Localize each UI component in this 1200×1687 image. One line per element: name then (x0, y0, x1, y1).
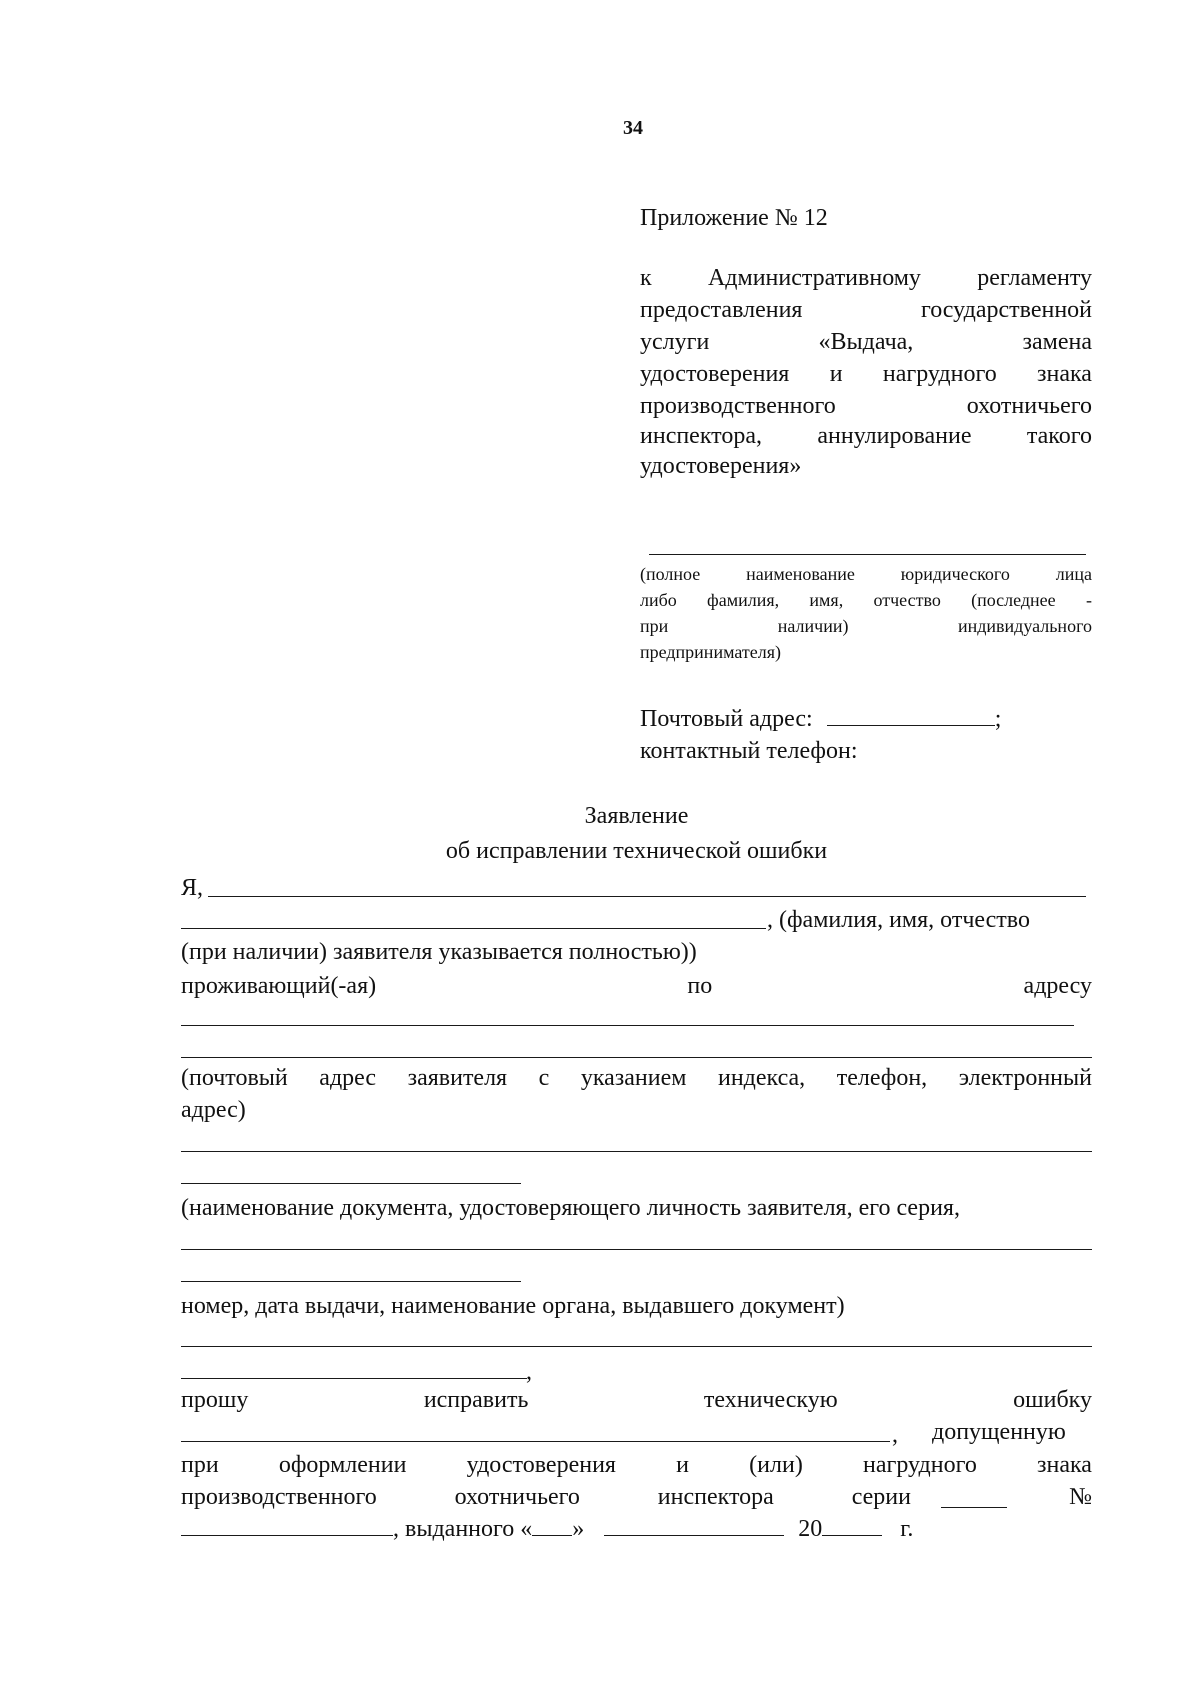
caption-word-2: наименование (746, 564, 855, 584)
resides-word-2: по (687, 973, 713, 999)
caption-word-2: наличии) (777, 616, 849, 636)
allowed-label: допущенную (932, 1419, 1066, 1445)
when-row (181, 1449, 1092, 1481)
fio-hint: , (фамилия, имя, отчество (767, 907, 1030, 933)
caption-line-2 (640, 588, 1092, 612)
recipient-name-line (649, 554, 1086, 555)
regulation-line-3 (640, 326, 1092, 358)
fio-hint-2: (при наличии) заявителя указывается полностью)) (181, 939, 697, 965)
series-word-1: производственного (181, 1484, 377, 1510)
year-suffix: г. (900, 1516, 914, 1542)
regulation-line-1 (640, 262, 1092, 294)
regulation-word-3: замена (1022, 329, 1092, 355)
contact-phone-label: контактный телефон: (640, 738, 858, 764)
address-line-3 (181, 1151, 1092, 1152)
when-word-6: нагрудного (863, 1452, 977, 1478)
caption-word-4: лица (1055, 564, 1092, 584)
document-line-1 (181, 1249, 1092, 1250)
regulation-word-2: охотничьего (966, 393, 1092, 419)
issued-label: , выданного « (393, 1516, 533, 1542)
regulation-word-3: такого (1026, 423, 1092, 449)
regulation-word-1: удостоверения (640, 361, 790, 387)
regulation-word-4: знака (1037, 361, 1092, 387)
applicant-name-line-2 (181, 928, 766, 929)
when-word-1: при (181, 1452, 219, 1478)
request-row (181, 1384, 1092, 1416)
address-line-4 (181, 1183, 521, 1184)
error-comma: , (892, 1422, 898, 1448)
regulation-line-5 (640, 390, 1092, 422)
when-word-3: удостоверения (466, 1452, 616, 1478)
document-hint-2: номер, дата выдачи, наименование органа, выдавшего документ) (181, 1293, 845, 1319)
recipient-caption-last: предпринимателя) (640, 642, 781, 662)
when-word-2: оформлении (278, 1452, 407, 1478)
number-field (181, 1515, 393, 1536)
statement-subtitle: об исправлении технической ошибки (445, 838, 828, 864)
request-word-4: ошибку (1013, 1387, 1092, 1413)
day-field (532, 1515, 572, 1536)
regulation-word-3: нагрудного (882, 361, 997, 387)
series-word-4: серии (851, 1484, 911, 1510)
series-word-2: охотничьего (454, 1484, 580, 1510)
address-hint-word-4: с (538, 1065, 550, 1091)
address-hint-word-3: заявителя (407, 1065, 508, 1091)
resides-word-1: проживающий(-ая) (181, 973, 377, 999)
resides-word-3: адресу (1023, 973, 1092, 999)
caption-word-3: имя, (809, 590, 844, 610)
address-hint-word-2: адрес (319, 1065, 377, 1091)
caption-word-4: отчество (873, 590, 941, 610)
regulation-last-line: удостоверения» (640, 453, 802, 479)
address-line-1 (181, 1025, 1074, 1026)
series-row (181, 1481, 1092, 1513)
caption-word-3: индивидуального (957, 616, 1092, 636)
regulation-word-2: аннулирование (817, 423, 972, 449)
when-word-4: и (676, 1452, 689, 1478)
when-word-7: знака (1037, 1452, 1092, 1478)
postal-address-end: ; (994, 706, 1002, 732)
error-description-line (181, 1441, 890, 1442)
page-number: 34 (623, 117, 643, 139)
document-hint: (наименование документа, удостоверяющего личность заявителя, его серия, (181, 1195, 960, 1221)
document-comma: , (526, 1359, 532, 1385)
address-hint-last: адрес) (181, 1097, 246, 1123)
caption-word-6: - (1085, 590, 1092, 610)
regulation-word-3: регламенту (977, 265, 1092, 291)
regulation-word-2: и (829, 361, 843, 387)
address-hint-word-8: электронный (958, 1065, 1092, 1091)
regulation-line-6 (640, 420, 1092, 452)
postal-address-row (640, 703, 1001, 735)
resides-row (181, 970, 1092, 1002)
address-hint-word-6: индекса, (717, 1065, 806, 1091)
number-sign: № (1069, 1484, 1092, 1510)
caption-word-1: при (640, 616, 669, 636)
month-field (604, 1515, 784, 1536)
caption-line-1 (640, 562, 1092, 586)
regulation-word-1: услуги (640, 329, 710, 355)
year-field (822, 1515, 882, 1536)
caption-word-2: фамилия, (707, 590, 780, 610)
address-hint-word-5: указанием (580, 1065, 687, 1091)
appendix-title: Приложение № 12 (640, 205, 828, 231)
address-line-2 (181, 1057, 1092, 1058)
caption-line-3 (640, 614, 1092, 638)
issued-row (181, 1513, 913, 1545)
issued-close: » (572, 1516, 585, 1542)
postal-address-field (827, 705, 995, 726)
caption-word-1: либо (640, 590, 677, 610)
address-hint-word-1: (почтовый (181, 1065, 288, 1091)
series-field (941, 1487, 1007, 1508)
caption-word-3: юридического (900, 564, 1010, 584)
series-word-3: инспектора (657, 1484, 774, 1510)
ya-label: Я, (181, 875, 204, 901)
when-word-5: (или) (749, 1452, 803, 1478)
statement-title: Заявление (584, 803, 689, 829)
request-word-3: техническую (703, 1387, 838, 1413)
caption-word-5: (последнее (971, 590, 1056, 610)
caption-word-1: (полное (640, 564, 701, 584)
request-word-1: прошу (181, 1387, 249, 1413)
regulation-word-2: государственной (920, 297, 1092, 323)
year-prefix: 20 (798, 1516, 823, 1542)
document-line-3 (181, 1346, 1092, 1347)
address-hint-word-7: телефон, (836, 1065, 928, 1091)
regulation-word-2: Административному (707, 265, 921, 291)
regulation-word-1: предоставления (640, 297, 803, 323)
regulation-word-1: к (640, 265, 652, 291)
regulation-word-1: инспектора, (640, 423, 763, 449)
document-line-4 (181, 1378, 527, 1379)
postal-address-label: Почтовый адрес: (640, 706, 813, 732)
document-line-2 (181, 1281, 521, 1282)
address-hint-row (181, 1062, 1092, 1094)
regulation-word-1: производственного (640, 393, 836, 419)
series-words (181, 1481, 911, 1513)
regulation-line-4 (640, 358, 1092, 390)
applicant-name-line-1 (208, 896, 1086, 897)
regulation-line-2 (640, 294, 1092, 326)
regulation-word-2: «Выдача, (818, 329, 914, 355)
request-word-2: исправить (423, 1387, 529, 1413)
